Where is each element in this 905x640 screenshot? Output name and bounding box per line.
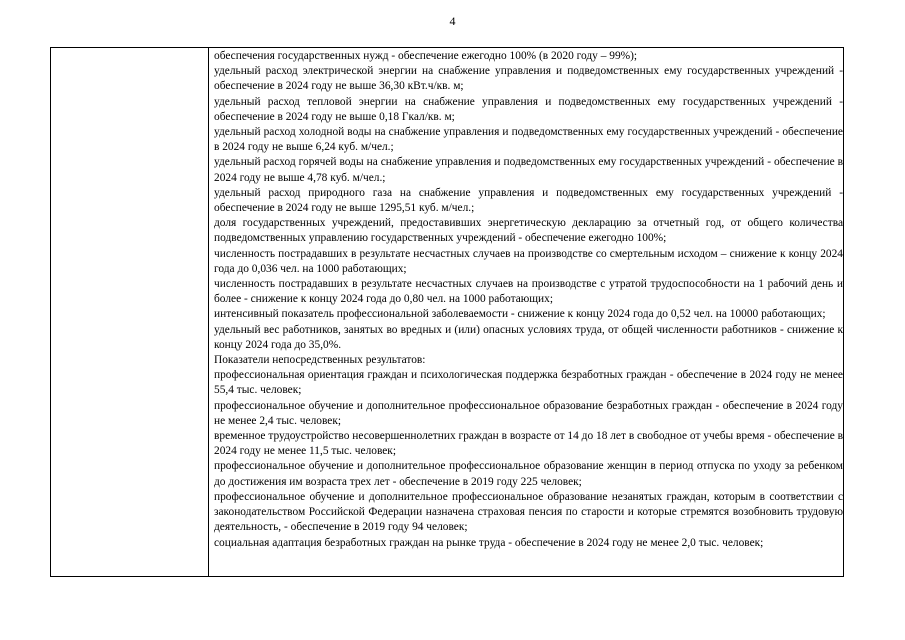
indicators-cell [209,48,844,577]
section-heading: Показатели непосредственных результатов: [214,354,426,367]
table-row [51,48,844,577]
page-number: 4 [449,14,456,28]
paragraph: удельный расход холодной воды на снабжение управления и подведомственных ему государственных учреждений - обеспечение в 2024 году не выше 6,24 куб. м/чел.; [214,126,843,154]
paragraph: обеспечения государственных нужд - обеспечение ежегодно 100% (в 2020 году – 99%); [214,50,638,62]
paragraph: интенсивный показатель профессиональной заболеваемости - снижение к концу 2024 года до 0,52 чел. на 10000 работающих; [214,308,826,321]
paragraph: профессиональное обучение и дополнительное профессиональное образование незанятых граждан, которым в соответствии с законодательством Российской Федерации назначена страховая пенсия по старости и которые стремятся возобновить трудовую деятельность, - обеспечение в 2019 году 94 человек; [214,490,843,534]
left-empty-cell [51,48,209,577]
paragraph: удельный расход горячей воды на снабжение управления и подведомственных ему государственных учреждений - обеспечение в 2024 году не выше 4,78 куб. м/чел.; [214,156,843,184]
paragraph: профессиональное обучение и дополнительное профессиональное образование женщин в период отпуска по уходу за ребенком до достижения им возраста трех лет - обеспечение в 2019 году 225 человек; [214,460,843,488]
paragraph: численность пострадавших в результате несчастных случаев на производстве со смертельным исходом – снижение к концу 2024 года до 0,036 чел. на 1000 работающих; [214,247,843,275]
document-table [50,47,844,577]
paragraph: удельный расход природного газа на снабжение управления и подведомственных ему государственных учреждений - обеспечение в 2024 году не выше 1295,51 куб. м/чел.; [214,186,843,215]
paragraph: социальная адаптация безработных граждан на рынке труда - обеспечение в 2024 году не менее 2,0 тыс. человек; [214,536,764,549]
paragraph: профессиональное обучение и дополнительное профессиональное образование безработных граждан - обеспечение в 2024 году не менее 2,4 тыс. человек; [214,399,843,427]
paragraph: временное трудоустройство несовершеннолетних граждан в возрасте от 14 до 18 лет в свободное от учебы время - обеспечение в 2024 году не менее 11,5 тыс. человек; [214,430,843,458]
paragraph: доля государственных учреждений, предоставивших энергетическую декларацию за отчетный год, от общего количества подведомственных управлению государственных учреждений - обеспечение ежегодно 100%; [214,217,843,245]
paragraph: удельный расход тепловой энергии на снабжение управления и подведомственных ему государственных учреждений - обеспечение в 2024 году не выше 0,18 Гкал/кв. м; [214,95,843,123]
paragraph: численность пострадавших в результате несчастных случаев на производстве с утратой трудоспособности на 1 рабочий день и более - снижение к концу 2024 года до 0,80 чел. на 1000 работающих; [214,278,843,306]
paragraph: удельный расход электрической энергии на снабжение управления и подведомственных ему государственных учреждений - обеспечение в 2024 году не выше 36,30 кВт.ч/кв. м; [214,65,843,93]
paragraph: профессиональная ориентация граждан и психологическая поддержка безработных граждан - обеспечение в 2024 году не менее 55,4 тыс. человек; [214,369,843,397]
paragraph: удельный вес работников, занятых во вредных и (или) опасных условиях труда, от общей численности работников - снижение к концу 2024 года до 35,0%. [214,323,843,351]
